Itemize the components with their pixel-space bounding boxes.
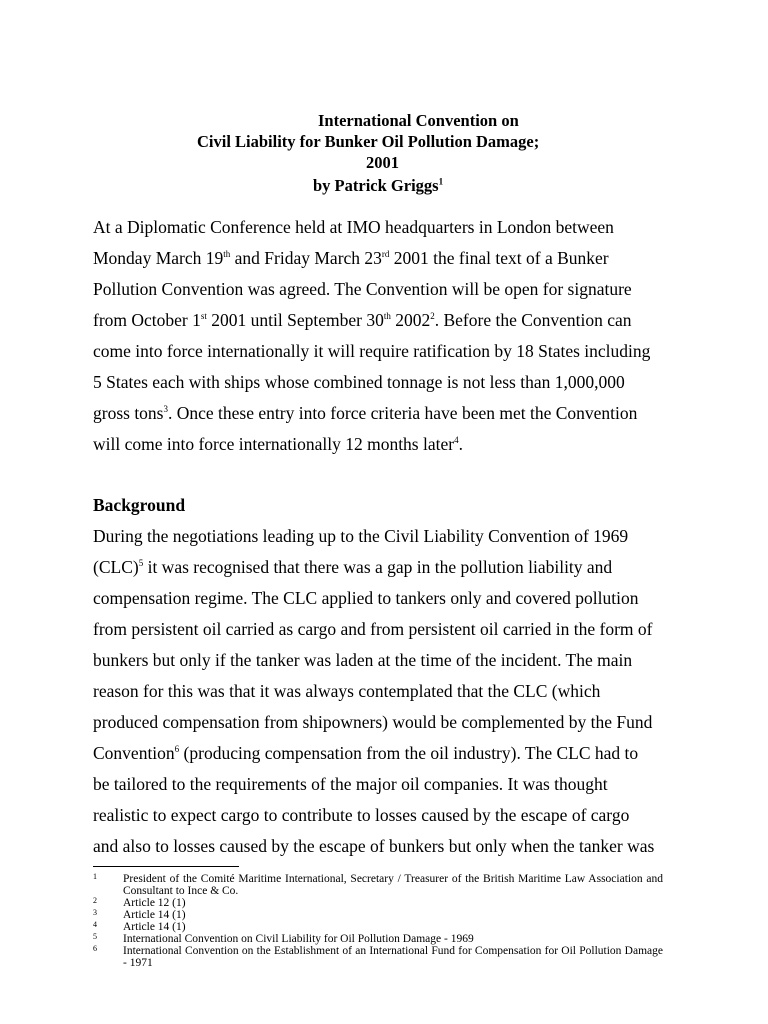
- intro-line: [93, 305, 693, 336]
- footnote-number: 5: [93, 932, 97, 941]
- background-line: be tailored to the requirements of the major oil companies. It was thought: [93, 774, 608, 794]
- author-name: by Patrick Griggs: [313, 176, 439, 195]
- text-run: 2001 until September 30: [206, 310, 384, 330]
- title-line-3: 2001: [366, 153, 399, 172]
- footnote-text: President of the Comité Maritime International, Secretary / Treasurer of the British Maritime Law Association and Consultant to Ince & Co.: [123, 873, 663, 897]
- text-run: it was recognised that there was a gap in the pollution liability and: [143, 557, 613, 577]
- background-line: [93, 738, 693, 769]
- footnote-ref: 5: [138, 558, 144, 569]
- background-line: [93, 552, 693, 583]
- document-body: [93, 212, 693, 862]
- footnote-ref: 3: [163, 404, 168, 415]
- text-run: (CLC): [93, 557, 139, 577]
- footnote: [93, 933, 663, 945]
- footnote: [93, 945, 663, 969]
- footnote-text: International Convention on Civil Liability for Oil Pollution Damage - 1969: [123, 933, 474, 945]
- footnote-ref: 6: [174, 744, 180, 755]
- text-run: Convention: [93, 743, 175, 763]
- footnote-number: 2: [93, 896, 97, 905]
- footnote-ref: 2: [430, 311, 435, 322]
- background-line: compensation regime. The CLC applied to tankers only and covered pollution: [93, 588, 639, 608]
- text-run: will come into force internationally 12 months later: [93, 434, 455, 454]
- text-run: . Once these entry into force criteria have been met the Convention: [168, 403, 638, 423]
- footnote-ref: 4: [454, 435, 459, 446]
- background-line: and also to losses caused by the escape of bunkers but only when the tanker was: [93, 836, 655, 856]
- text-run: and Friday March 23: [230, 248, 382, 268]
- footnote-number: 3: [93, 908, 97, 917]
- intro-line: [93, 429, 693, 460]
- footnote: [93, 897, 663, 909]
- title-author: [313, 175, 443, 196]
- footnote-number: 1: [93, 872, 97, 881]
- footnotes: [93, 873, 663, 969]
- background-line: reason for this was that it was always contemplated that the CLC (which: [93, 681, 601, 701]
- footnote-text: International Convention on the Establishment of an International Fund for Compensation for Oil Pollution Damage - 1971: [123, 945, 663, 969]
- intro-line: come into force internationally it will require ratification by 18 States including: [93, 341, 651, 361]
- text-run: . Before the Convention can: [434, 310, 632, 330]
- text-run: from October 1: [93, 310, 201, 330]
- footnote-text: Article 12 (1): [123, 897, 186, 909]
- ordinal-suffix: th: [223, 249, 231, 260]
- intro-line: Pollution Convention was agreed. The Convention will be open for signature: [93, 279, 632, 299]
- text-run: 2001 the final text of a Bunker: [389, 248, 609, 268]
- footnote-ref: 1: [438, 176, 444, 187]
- text-run: gross tons: [93, 403, 164, 423]
- intro-line: [93, 243, 693, 274]
- background-line: realistic to expect cargo to contribute to losses caused by the escape of cargo: [93, 805, 630, 825]
- footnote-number: 4: [93, 920, 97, 929]
- text-run: .: [458, 434, 463, 454]
- background-line: bunkers but only if the tanker was laden at the time of the incident. The main: [93, 650, 633, 670]
- footnote-separator: [93, 866, 239, 867]
- ordinal-suffix: st: [200, 311, 207, 322]
- footnote: [93, 873, 663, 897]
- intro-line: 5 States each with ships whose combined tonnage is not less than 1,000,000: [93, 372, 625, 392]
- intro-line: At a Diplomatic Conference held at IMO headquarters in London between: [93, 217, 614, 237]
- background-line: from persistent oil carried as cargo and from persistent oil carried in the form of: [93, 619, 653, 639]
- title-line-2: Civil Liability for Bunker Oil Pollution Damage;: [197, 132, 540, 151]
- footnote-text: Article 14 (1): [123, 921, 186, 933]
- title-line-1: International Convention on: [318, 111, 519, 130]
- ordinal-suffix: rd: [381, 249, 390, 260]
- intro-line: [93, 398, 693, 429]
- background-line: During the negotiations leading up to the Civil Liability Convention of 1969: [93, 526, 629, 546]
- text-run: 2002: [390, 310, 431, 330]
- ordinal-suffix: th: [383, 311, 391, 322]
- section-heading: Background: [93, 495, 186, 515]
- footnote-number: 6: [93, 944, 97, 953]
- text-run: Monday March 19: [93, 248, 224, 268]
- footnote: [93, 909, 663, 921]
- footnote: [93, 921, 663, 933]
- background-line: produced compensation from shipowners) would be complemented by the Fund: [93, 712, 653, 732]
- text-run: (producing compensation from the oil industry). The CLC had to: [179, 743, 639, 763]
- paragraph-gap: [93, 460, 693, 490]
- footnote-text: Article 14 (1): [123, 909, 186, 921]
